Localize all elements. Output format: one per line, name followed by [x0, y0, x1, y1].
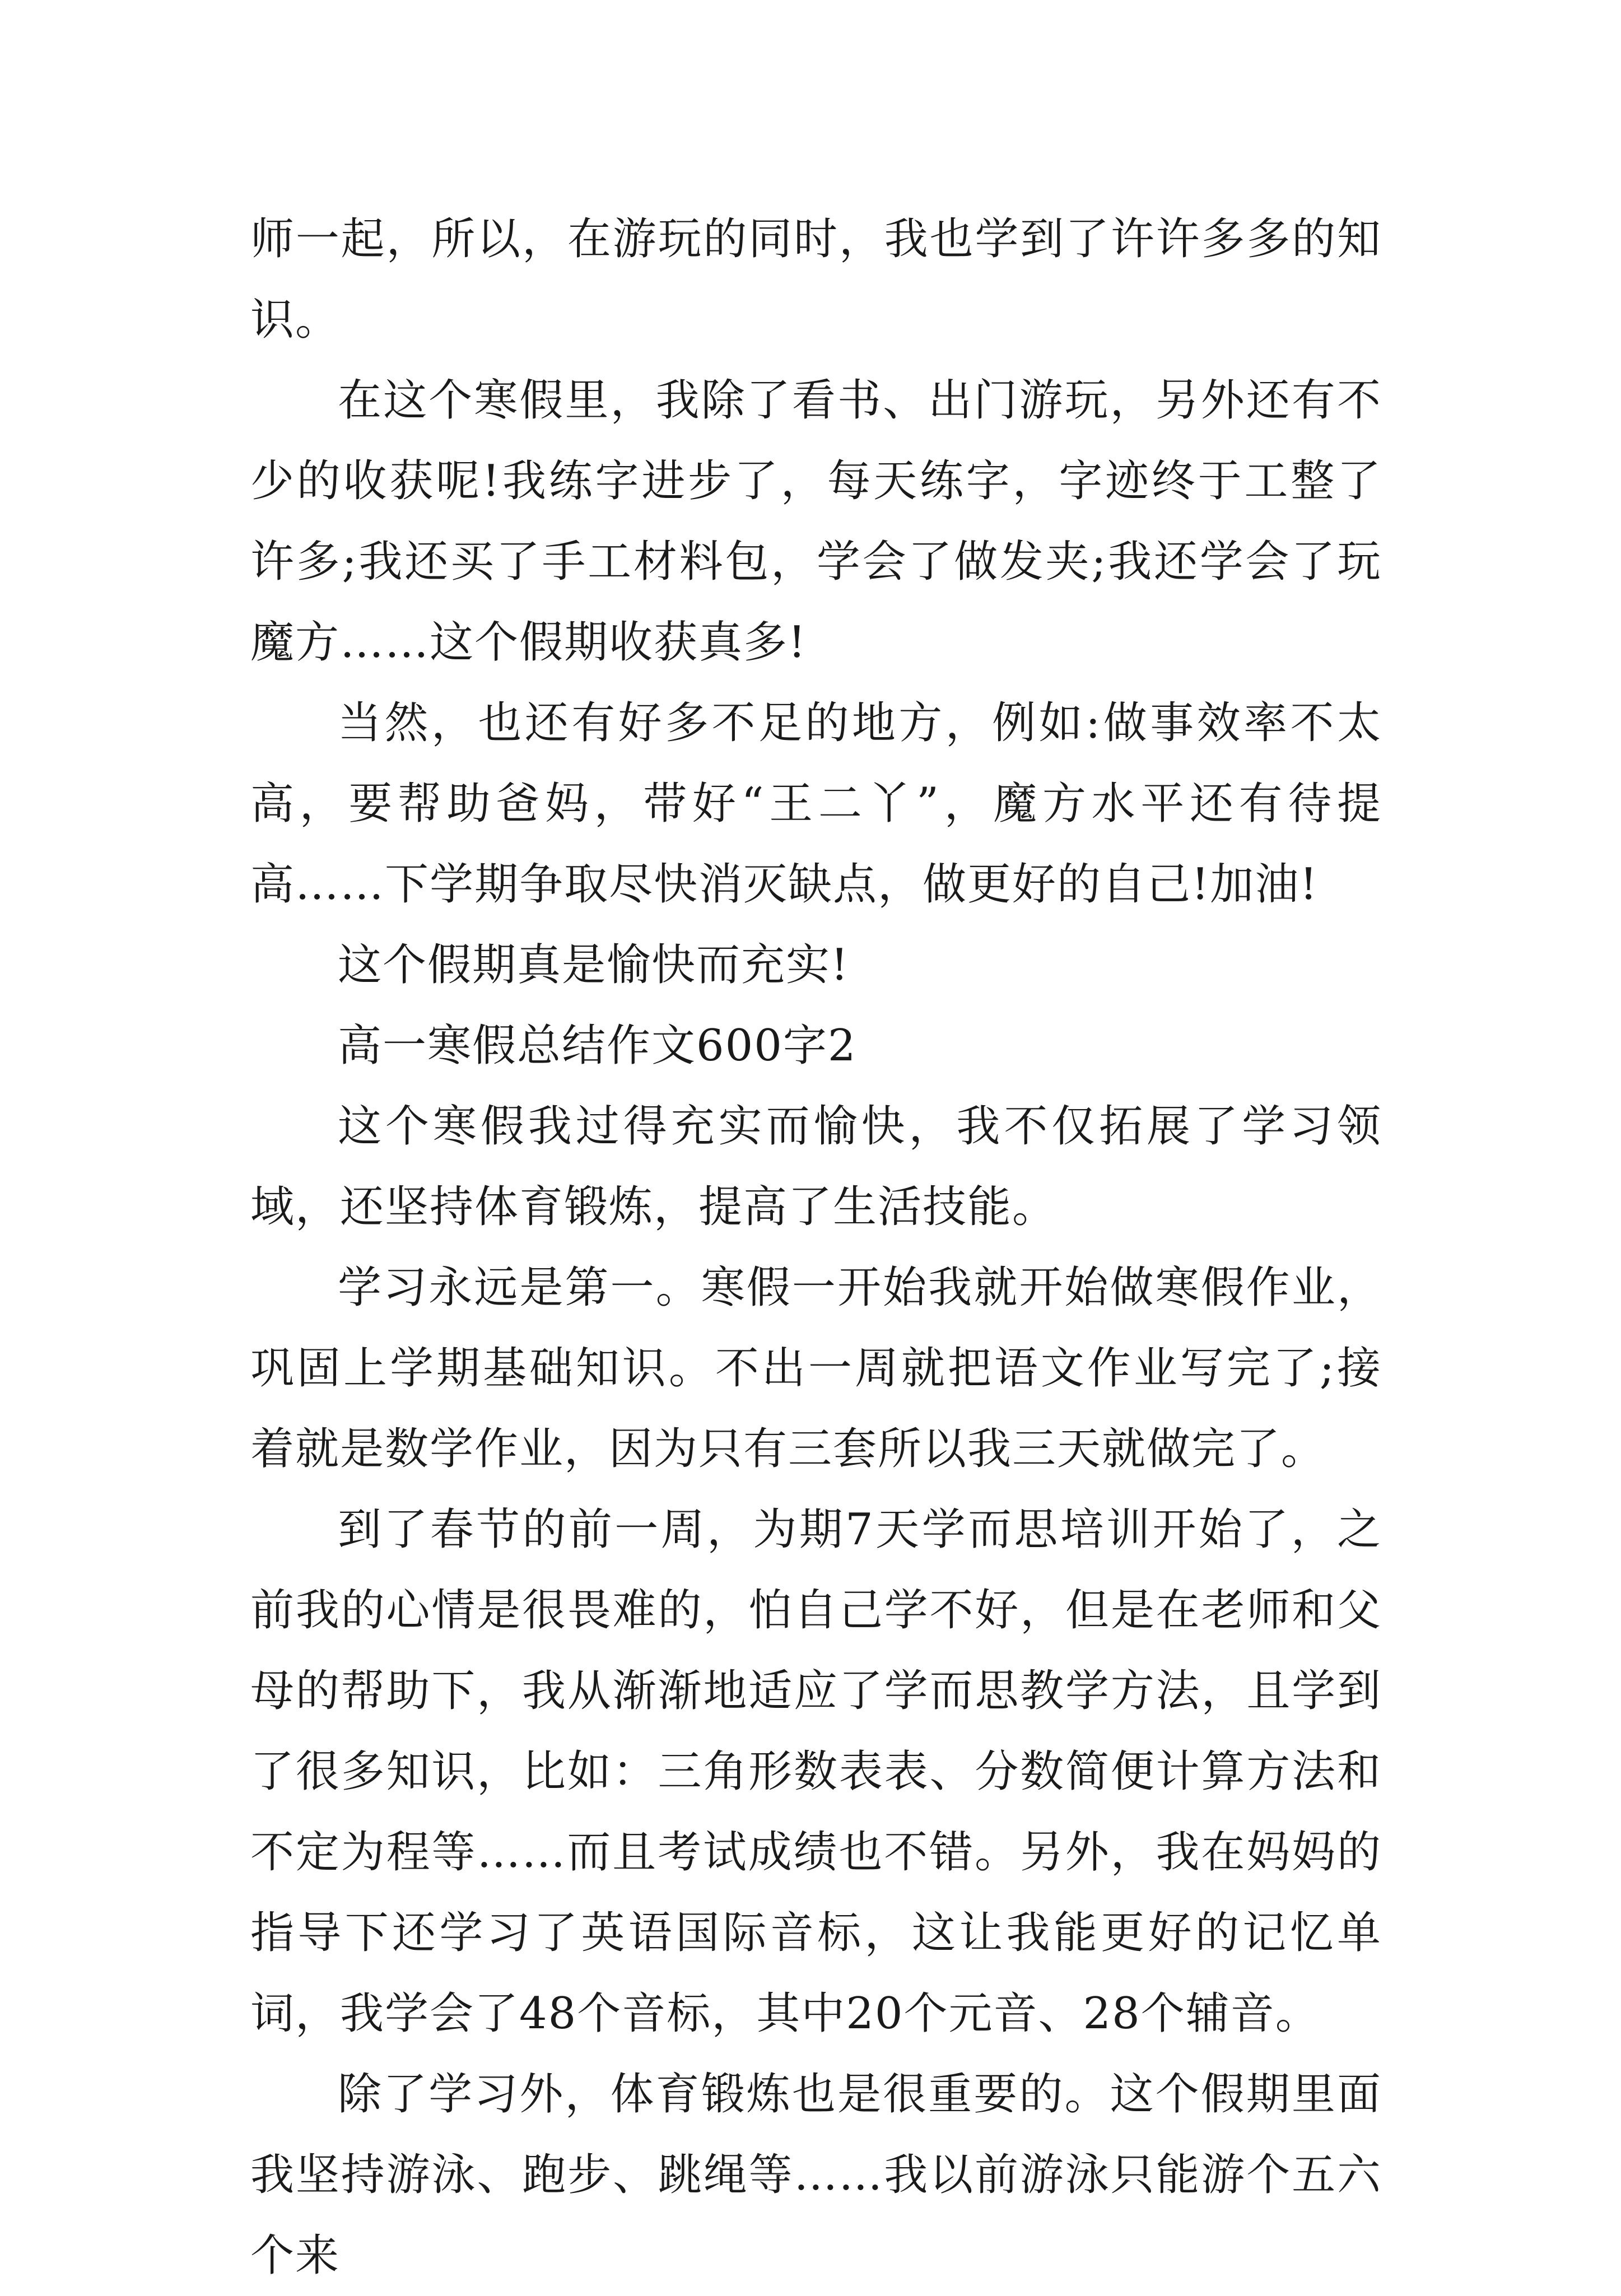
document-body: [250, 199, 1382, 2296]
paragraph-3: 当然，也还有好多不足的地方，例如:做事效率不太高，要帮助爸妈，带好“王二丫”，魔方水平还有待提高……下学期争取尽快消灭缺点，做更好的自己!加油!: [250, 698, 1382, 910]
paragraph-5: 这个寒假我过得充实而愉快，我不仅拓展了学习领域，还坚持体育锻炼，提高了生活技能。: [250, 1101, 1382, 1232]
paragraph-4: 这个假期真是愉快而充实!: [338, 940, 850, 990]
paragraph-7: 到了春节的前一周，为期7天学而思培训开始了，之前我的心情是很畏难的，怕自己学不好，但是在老师和父母的帮助下，我从渐渐地适应了学而思教学方法，且学到了很多知识，比如：三角形数表表、分数简便计算方法和不定为程等……而且考试成绩也不错。另外，我在妈妈的指导下还学习了英语国际音标，这让我能更好的记忆单词，我学会了48个音标，其中20个元音、28个辅音。: [250, 1505, 1382, 2039]
paragraph-2: 在这个寒假里，我除了看书、出门游玩，另外还有不少的收获呢!我练字进步了，每天练字，字迹终于工整了许多;我还买了手工材料包，学会了做发夹;我还学会了玩魔方……这个假期收获真多!: [250, 375, 1382, 668]
paragraph-6: 学习永远是第一。寒假一开始我就开始做寒假作业，巩固上学期基础知识。不出一周就把语文作业写完了;接着就是数学作业，因为只有三套所以我三天就做完了。: [250, 1263, 1382, 1474]
section-heading: 高一寒假总结作文600字2: [338, 1021, 857, 1071]
paragraph-8: 除了学习外，体育锻炼也是很重要的。这个假期里面我坚持游泳、跑步、跳绳等……我以前游泳只能游个五六个来: [250, 2069, 1382, 2281]
paragraph-1: 师一起，所以，在游玩的同时，我也学到了许许多多的知识。: [250, 214, 1382, 345]
